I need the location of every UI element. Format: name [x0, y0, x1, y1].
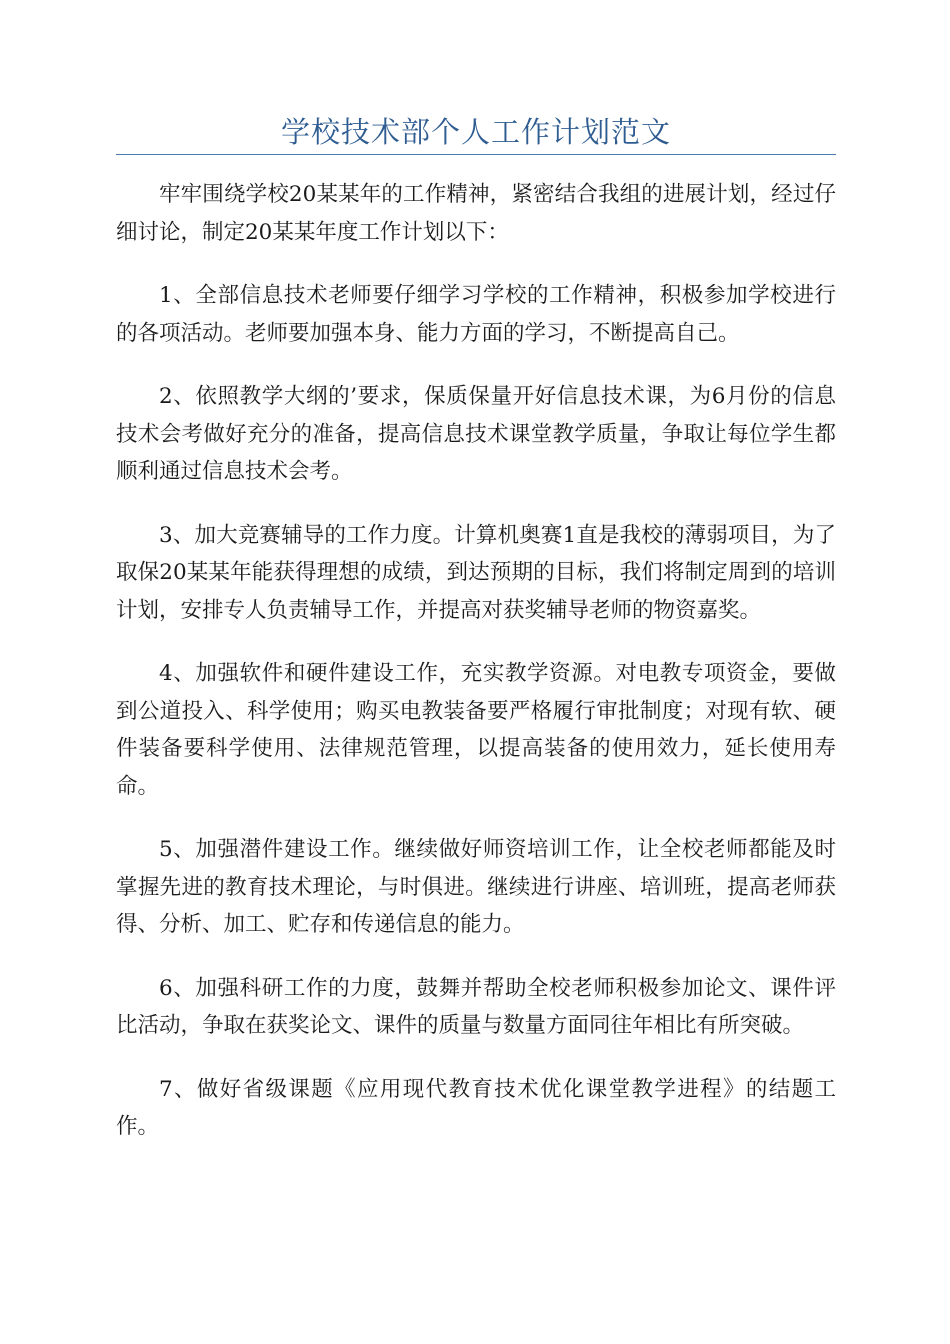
paragraph-item-2: 2、依照教学大纲的’要求，保质保量开好信息技术课，为6月份的信息技术会考做好充分的准备，提高信息技术课堂教学质量，争取让每位学生都顺利通过信息技术会考。	[116, 384, 836, 484]
document-title: 学校技术部个人工作计划范文	[280, 115, 671, 149]
paragraph-item-7: 7、做好省级课题《应用现代教育技术优化课堂教学进程》的结题工作。	[116, 1076, 836, 1139]
paragraph-item-3: 3、加大竞赛辅导的工作力度。计算机奥赛1直是我校的薄弱项目，为了取保20某某年能获得理想的成绩，到达预期的目标，我们将制定周到的培训计划，安排专人负责辅导工作，并提高对获奖辅导老师的物资嘉奖。	[116, 522, 836, 623]
document-body	[116, 176, 836, 1172]
paragraph-item-1: 1、全部信息技术老师要仔细学习学校的工作精神，积极参加学校进行的各项活动。老师要加强本身、能力方面的学习，不断提高自己。	[116, 283, 836, 346]
paragraph-item-6: 6、加强科研工作的力度，鼓舞并帮助全校老师积极参加论文、课件评比活动，争取在获奖论文、课件的质量与数量方面同往年相比有所突破。	[116, 975, 836, 1038]
title-underline	[116, 154, 836, 155]
paragraph-item-5: 5、加强潜件建设工作。继续做好师资培训工作，让全校老师都能及时掌握先进的教育技术理论，与时俱进。继续进行讲座、培训班，提高老师获得、分析、加工、贮存和传递信息的能力。	[116, 837, 836, 937]
paragraph-intro: 牢牢围绕学校20某某年的工作精神，紧密结合我组的进展计划，经过仔细讨论，制定20某某年度工作计划以下：	[116, 182, 836, 245]
paragraph-item-4: 4、加强软件和硬件建设工作，充实教学资源。对电教专项资金，要做到公道投入、科学使用；购买电教装备要严格履行审批制度；对现有软、硬件装备要科学使用、法律规范管理，以提高装备的使用效力，延长使用寿命。	[116, 661, 836, 799]
